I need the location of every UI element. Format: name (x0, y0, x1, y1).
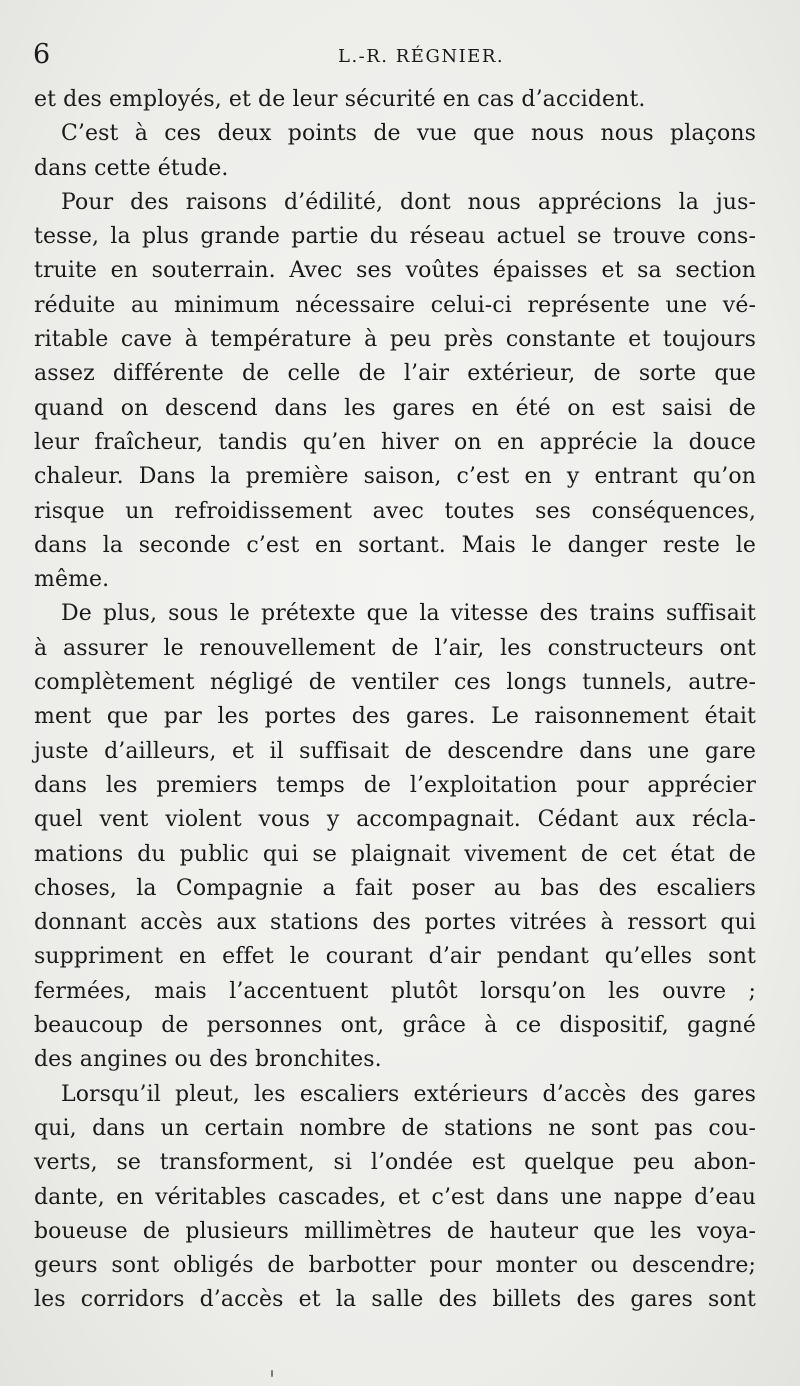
text-line: Lorsqu’il pleut, les escaliers extérieurs d’accès des gares (61, 1081, 756, 1107)
text-line: ritable cave à température à peu près constante et toujours (34, 327, 756, 353)
text-line: quand on descend dans les gares en été on est saisi de (34, 395, 756, 421)
running-head: L.-R. RÉGNIER. (338, 46, 505, 67)
text-line: risque un refroidissement avec toutes ses conséquences, (34, 498, 756, 524)
text-line: C’est à ces deux points de vue que nous nous plaçons (61, 121, 756, 147)
text-line: fermées, mais l’accentuent plutôt lorsqu’on les ouvre ; (34, 978, 756, 1004)
text-line: mations du public qui se plaignait vivement de cet état de (34, 841, 756, 867)
text-line: verts, se transforment, si l’ondée est quelque peu abon- (34, 1150, 756, 1176)
text-line: donnant accès aux stations des portes vitrées à ressort qui (34, 910, 756, 936)
text-line: complètement négligé de ventiler ces longs tunnels, autre- (34, 670, 756, 696)
text-line: boueuse de plusieurs millimètres de hauteur que les voya- (34, 1218, 756, 1244)
text-line: même. (34, 567, 110, 593)
print-speck (271, 1370, 273, 1377)
text-line: dans les premiers temps de l’exploitation pour apprécier (34, 772, 756, 798)
text-line: Pour des raisons d’édilité, dont nous apprécions la jus- (61, 189, 756, 215)
text-line: et des employés, et de leur sécurité en cas d’accident. (34, 87, 646, 112)
text-line: réduite au minimum nécessaire celui-ci représente une vé- (34, 292, 756, 318)
text-line: juste d’ailleurs, et il suffisait de descendre dans une gare (34, 738, 756, 764)
body-text (34, 83, 756, 1318)
page-number: 6 (33, 39, 51, 70)
text-line: dante, en véritables cascades, et c’est dans une nappe d’eau (34, 1184, 756, 1210)
text-line: leur fraîcheur, tandis qu’en hiver on en apprécie la douce (34, 429, 756, 455)
text-line: les corridors d’accès et la salle des billets des gares sont (34, 1287, 756, 1313)
text-line: des angines ou des bronchites. (34, 1047, 382, 1073)
text-line: qui, dans un certain nombre de stations ne sont pas cou- (34, 1115, 756, 1141)
text-line: à assurer le renouvellement de l’air, les constructeurs ont (34, 635, 756, 661)
text-line: choses, la Compagnie a fait poser au bas des escaliers (34, 875, 756, 901)
text-line: dans la seconde c’est en sortant. Mais le danger reste le (34, 532, 756, 558)
text-line: beaucoup de personnes ont, grâce à ce dispositif, gagné (34, 1013, 756, 1039)
page-header (33, 40, 760, 76)
text-line: quel vent violent vous y accompagnait. Cédant aux récla- (34, 807, 756, 833)
text-line: suppriment en effet le courant d’air pendant qu’elles sont (34, 944, 756, 970)
text-line: assez différente de celle de l’air extérieur, de sorte que (34, 361, 756, 387)
text-line: ment que par les portes des gares. Le raisonnement était (34, 704, 756, 730)
text-line: tesse, la plus grande partie du réseau actuel se trouve cons- (34, 224, 756, 250)
text-line: geurs sont obligés de barbotter pour monter ou descendre; (34, 1253, 756, 1279)
text-line: truite en souterrain. Avec ses voûtes épaisses et sa section (34, 258, 756, 284)
text-line: dans cette étude. (34, 155, 229, 181)
text-line: De plus, sous le prétexte que la vitesse des trains suffisait (61, 601, 756, 627)
text-line: chaleur. Dans la première saison, c’est en y entrant qu’on (34, 464, 756, 490)
